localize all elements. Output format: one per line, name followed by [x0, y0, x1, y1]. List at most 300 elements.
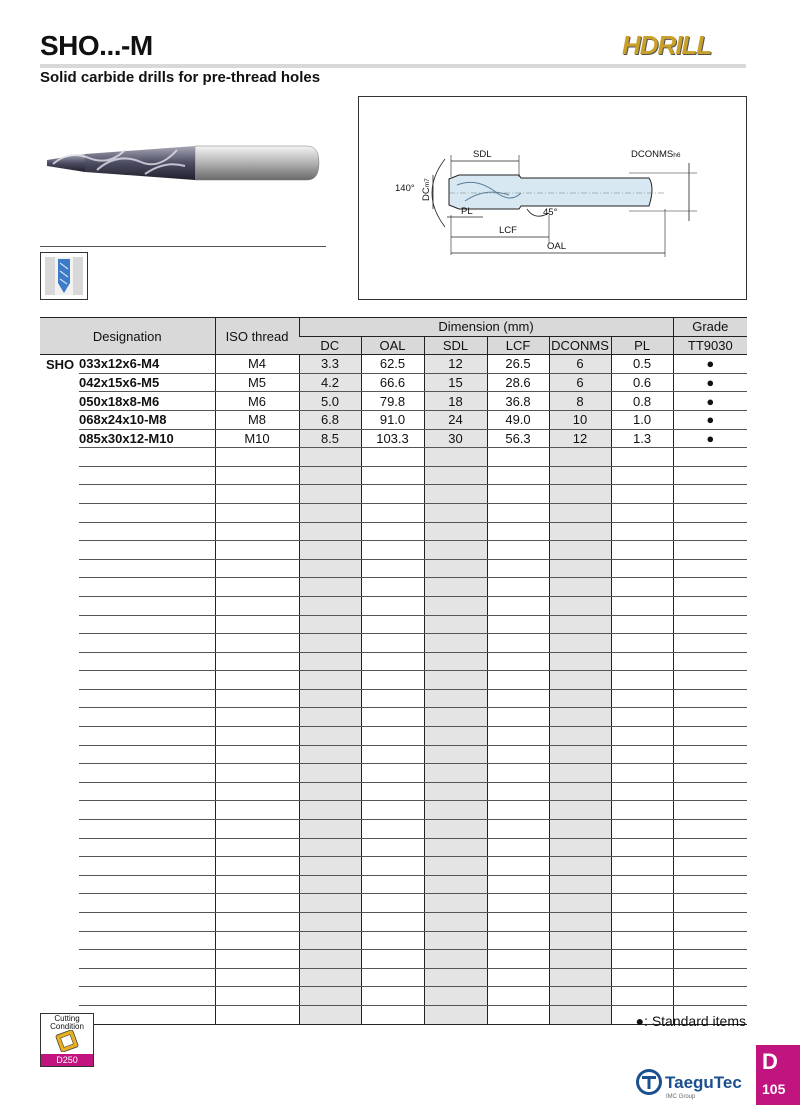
lcf-cell: [487, 820, 549, 839]
dc-cell: [299, 596, 361, 615]
oal-cell: [361, 708, 424, 727]
designation-cell: [79, 689, 215, 708]
sdl-cell: [424, 838, 487, 857]
dconms-cell: [549, 931, 611, 950]
lcf-cell: 28.6: [487, 373, 549, 392]
pl-cell: [611, 764, 673, 783]
cutting-book-icon: [52, 1030, 82, 1052]
grade-cell: [673, 894, 747, 913]
designation-cell: [79, 764, 215, 783]
lcf-cell: [487, 913, 549, 932]
sdl-cell: [424, 708, 487, 727]
designation-cell: 033x12x6-M4: [79, 355, 215, 374]
oal-cell: 79.8: [361, 392, 424, 411]
pl-cell: [611, 875, 673, 894]
thread-cell: M10: [215, 429, 299, 448]
designation-cell: [79, 894, 215, 913]
empty-table-row: [40, 857, 747, 876]
designation-cell: 050x18x8-M6: [79, 392, 215, 411]
designation-prefix: [40, 522, 79, 541]
title-divider: [40, 64, 746, 68]
svg-text:DCm7: DCm7: [421, 178, 432, 201]
dconms-cell: [549, 894, 611, 913]
grade-cell: [673, 782, 747, 801]
dconms-cell: [549, 764, 611, 783]
pl-label: PL: [461, 206, 473, 217]
dconms-cell: [549, 987, 611, 1006]
chamfer-angle-label: 45°: [543, 207, 558, 218]
pl-cell: [611, 857, 673, 876]
designation-prefix: [40, 987, 79, 1006]
pl-cell: 1.0: [611, 410, 673, 429]
page-title: SHO...-M: [40, 30, 153, 61]
dc-column-header: DC: [299, 336, 361, 355]
designation-prefix: [40, 764, 79, 783]
empty-table-row: [40, 745, 747, 764]
section-divider: [40, 246, 326, 247]
pl-cell: [611, 634, 673, 653]
thread-cell: [215, 782, 299, 801]
designation-cell: [79, 931, 215, 950]
empty-table-row: [40, 541, 747, 560]
thread-cell: [215, 448, 299, 467]
oal-cell: 62.5: [361, 355, 424, 374]
dconms-cell: [549, 466, 611, 485]
empty-table-row: [40, 652, 747, 671]
dconms-cell: [549, 689, 611, 708]
designation-cell: [79, 596, 215, 615]
thread-cell: M4: [215, 355, 299, 374]
oal-cell: [361, 987, 424, 1006]
taegutec-logo-icon: [635, 1068, 663, 1096]
sdl-cell: 15: [424, 373, 487, 392]
designation-prefix: [40, 485, 79, 504]
dconms-cell: [549, 615, 611, 634]
lcf-cell: [487, 857, 549, 876]
sdl-cell: [424, 857, 487, 876]
designation-cell: [79, 968, 215, 987]
dconms-cell: 8: [549, 392, 611, 411]
oal-cell: [361, 615, 424, 634]
dc-cell: [299, 838, 361, 857]
dc-cell: [299, 987, 361, 1006]
designation-prefix: [40, 913, 79, 932]
dc-cell: [299, 875, 361, 894]
pl-cell: [611, 968, 673, 987]
oal-cell: [361, 671, 424, 690]
empty-table-row: [40, 913, 747, 932]
dc-cell: [299, 689, 361, 708]
designation-cell: [79, 801, 215, 820]
designation-cell: [79, 782, 215, 801]
lcf-cell: [487, 634, 549, 653]
oal-cell: [361, 875, 424, 894]
thread-cell: [215, 522, 299, 541]
dc-cell: [299, 1005, 361, 1024]
oal-cell: [361, 503, 424, 522]
lcf-cell: [487, 1005, 549, 1024]
thread-cell: M6: [215, 392, 299, 411]
designation-cell: [79, 708, 215, 727]
grade-cell: [673, 485, 747, 504]
pl-cell: [611, 708, 673, 727]
empty-table-row: [40, 764, 747, 783]
cutting-condition-button[interactable]: [40, 1013, 94, 1067]
designation-cell: [79, 838, 215, 857]
dc-cell: [299, 708, 361, 727]
dconms-cell: [549, 968, 611, 987]
dconms-cell: [549, 950, 611, 969]
iso-thread-header: ISO thread: [215, 318, 299, 355]
sdl-cell: [424, 820, 487, 839]
sdl-cell: [424, 931, 487, 950]
pl-cell: [611, 503, 673, 522]
pl-cell: [611, 671, 673, 690]
lcf-cell: 56.3: [487, 429, 549, 448]
thread-cell: [215, 838, 299, 857]
dc-cell: [299, 801, 361, 820]
thread-cell: [215, 634, 299, 653]
designation-prefix: [40, 578, 79, 597]
dc-cell: [299, 950, 361, 969]
empty-table-row: [40, 894, 747, 913]
designation-header: Designation: [40, 318, 215, 355]
sdl-cell: [424, 578, 487, 597]
sdl-cell: [424, 1005, 487, 1024]
grade-cell: [673, 466, 747, 485]
designation-prefix: [40, 466, 79, 485]
designation-prefix: [40, 745, 79, 764]
lcf-cell: [487, 708, 549, 727]
cutting-condition-page-ref: D250: [41, 1054, 93, 1066]
dconms-cell: [549, 522, 611, 541]
sdl-cell: [424, 466, 487, 485]
thread-cell: [215, 764, 299, 783]
dc-cell: [299, 503, 361, 522]
pl-cell: [611, 894, 673, 913]
brand-name: TaeguTec: [665, 1073, 742, 1092]
dc-cell: 3.3: [299, 355, 361, 374]
grade-cell: [673, 913, 747, 932]
sdl-cell: 12: [424, 355, 487, 374]
dconms-cell: [549, 541, 611, 560]
pl-cell: [611, 689, 673, 708]
designation-prefix: [40, 689, 79, 708]
sdl-cell: [424, 448, 487, 467]
thread-cell: [215, 931, 299, 950]
designation-prefix: [40, 931, 79, 950]
dconms-column-header: DCONMS: [549, 336, 611, 355]
designation-cell: [79, 541, 215, 560]
dconms-cell: [549, 652, 611, 671]
designation-prefix: [40, 968, 79, 987]
thread-cell: [215, 578, 299, 597]
lcf-cell: [487, 485, 549, 504]
grade-cell: [673, 559, 747, 578]
oal-cell: [361, 820, 424, 839]
oal-label: OAL: [547, 241, 567, 252]
designation-cell: [79, 950, 215, 969]
brand-subline: IMC Group: [666, 1094, 696, 1100]
sdl-cell: [424, 745, 487, 764]
dconms-cell: [549, 503, 611, 522]
empty-table-row: [40, 801, 747, 820]
grade-cell: [673, 764, 747, 783]
designation-cell: [79, 485, 215, 504]
oal-cell: 91.0: [361, 410, 424, 429]
thread-cell: [215, 857, 299, 876]
table-row: [40, 410, 747, 429]
grade-cell: [673, 987, 747, 1006]
oal-cell: [361, 522, 424, 541]
dc-cell: [299, 578, 361, 597]
pl-cell: [611, 615, 673, 634]
designation-prefix: [40, 503, 79, 522]
lcf-cell: [487, 448, 549, 467]
dc-cell: [299, 634, 361, 653]
grade-cell: [673, 503, 747, 522]
sdl-cell: [424, 615, 487, 634]
designation-prefix: [40, 838, 79, 857]
empty-table-row: [40, 671, 747, 690]
dconms-cell: [549, 745, 611, 764]
dconms-cell: [549, 875, 611, 894]
empty-table-row: [40, 782, 747, 801]
lcf-cell: [487, 541, 549, 560]
designation-prefix: [40, 373, 79, 392]
thread-cell: [215, 875, 299, 894]
sdl-cell: [424, 596, 487, 615]
designation-cell: [79, 503, 215, 522]
dconms-cell: [549, 596, 611, 615]
grade-cell: [673, 745, 747, 764]
oal-cell: [361, 448, 424, 467]
designation-prefix: SHO: [46, 356, 75, 372]
designation-prefix: [40, 801, 79, 820]
thread-cell: [215, 987, 299, 1006]
dconms-cell: [549, 820, 611, 839]
page-subtitle: Solid carbide drills for pre-thread holes: [40, 69, 321, 86]
thread-cell: [215, 894, 299, 913]
dc-cell: [299, 448, 361, 467]
designation-cell: 085x30x12-M10: [79, 429, 215, 448]
dconms-cell: [549, 559, 611, 578]
grade-cell: ●: [673, 410, 747, 429]
pl-cell: [611, 596, 673, 615]
lcf-cell: [487, 671, 549, 690]
thread-cell: [215, 671, 299, 690]
dconms-cell: [549, 485, 611, 504]
empty-table-row: [40, 448, 747, 467]
pl-cell: [611, 559, 673, 578]
pl-cell: [611, 522, 673, 541]
sdl-cell: 30: [424, 429, 487, 448]
section-letter: D: [762, 1049, 778, 1074]
sdl-cell: [424, 987, 487, 1006]
dc-cell: 8.5: [299, 429, 361, 448]
sdl-cell: 18: [424, 392, 487, 411]
pl-cell: [611, 931, 673, 950]
pl-cell: 0.5: [611, 355, 673, 374]
oal-cell: [361, 801, 424, 820]
pl-cell: [611, 987, 673, 1006]
grade-cell: [673, 652, 747, 671]
designation-prefix: [40, 392, 79, 411]
grade-cell: [673, 950, 747, 969]
sdl-cell: [424, 652, 487, 671]
oal-cell: [361, 541, 424, 560]
specification-table: [40, 317, 747, 1025]
sdl-cell: [424, 913, 487, 932]
thread-cell: M5: [215, 373, 299, 392]
designation-prefix: [40, 782, 79, 801]
pl-cell: [611, 485, 673, 504]
pl-cell: [611, 950, 673, 969]
thread-cell: [215, 689, 299, 708]
empty-table-row: [40, 708, 747, 727]
cutting-condition-label: Cutting Condition: [50, 1014, 84, 1031]
grade-cell: [673, 671, 747, 690]
pl-cell: 1.3: [611, 429, 673, 448]
dconms-cell: [549, 857, 611, 876]
oal-cell: [361, 782, 424, 801]
dc-cell: [299, 782, 361, 801]
oal-cell: [361, 968, 424, 987]
grade-cell: [673, 727, 747, 746]
designation-cell: [79, 857, 215, 876]
pl-cell: [611, 578, 673, 597]
oal-cell: [361, 745, 424, 764]
empty-table-row: [40, 466, 747, 485]
pl-cell: [611, 801, 673, 820]
lcf-cell: [487, 745, 549, 764]
sdl-cell: [424, 634, 487, 653]
sdl-cell: [424, 782, 487, 801]
oal-cell: [361, 559, 424, 578]
lcf-cell: [487, 875, 549, 894]
lcf-cell: [487, 689, 549, 708]
tt9030-column-header: TT9030: [673, 336, 747, 355]
lcf-cell: [487, 764, 549, 783]
pl-cell: 0.8: [611, 392, 673, 411]
empty-table-row: [40, 578, 747, 597]
dconms-cell: [549, 838, 611, 857]
lcf-column-header: LCF: [487, 336, 549, 355]
designation-prefix: [40, 875, 79, 894]
grade-cell: [673, 448, 747, 467]
oal-cell: [361, 764, 424, 783]
dc-cell: [299, 968, 361, 987]
section-tab: [756, 1045, 800, 1105]
dconms-cell: [549, 1005, 611, 1024]
drill-dimension-diagram: [358, 96, 747, 300]
designation-prefix: [40, 559, 79, 578]
thread-cell: [215, 652, 299, 671]
thread-cell: M8: [215, 410, 299, 429]
designation-cell: [79, 448, 215, 467]
dc-cell: [299, 652, 361, 671]
thread-cell: [215, 820, 299, 839]
designation-prefix: [40, 596, 79, 615]
pl-cell: 0.6: [611, 373, 673, 392]
designation-prefix: [40, 429, 79, 448]
empty-table-row: [40, 820, 747, 839]
lcf-cell: [487, 782, 549, 801]
grade-cell: [673, 820, 747, 839]
dconms-cell: [549, 634, 611, 653]
sdl-cell: [424, 764, 487, 783]
dc-cell: [299, 671, 361, 690]
designation-cell: 042x15x6-M5: [79, 373, 215, 392]
lcf-cell: [487, 522, 549, 541]
pl-cell: [611, 541, 673, 560]
thread-cell: [215, 801, 299, 820]
dc-dimension-label: [421, 178, 432, 201]
designation-prefix: [40, 541, 79, 560]
thread-cell: [215, 708, 299, 727]
designation-cell: [79, 727, 215, 746]
sdl-column-header: SDL: [424, 336, 487, 355]
dc-cell: [299, 485, 361, 504]
designation-cell: [79, 466, 215, 485]
lcf-cell: [487, 931, 549, 950]
dc-cell: 5.0: [299, 392, 361, 411]
grade-cell: [673, 522, 747, 541]
dc-cell: [299, 764, 361, 783]
sdl-cell: [424, 522, 487, 541]
grade-cell: [673, 578, 747, 597]
designation-cell: [79, 745, 215, 764]
pl-cell: [611, 466, 673, 485]
point-angle-label: 140°: [395, 183, 415, 194]
oal-cell: [361, 727, 424, 746]
designation-cell: [79, 913, 215, 932]
dc-cell: [299, 857, 361, 876]
lcf-cell: [487, 727, 549, 746]
oal-cell: [361, 634, 424, 653]
sdl-cell: [424, 801, 487, 820]
table-row: [40, 392, 747, 411]
sdl-cell: [424, 671, 487, 690]
dc-cell: [299, 745, 361, 764]
drill-photo: [45, 140, 325, 200]
grade-cell: [673, 596, 747, 615]
designation-cell: [79, 987, 215, 1006]
designation-cell: 068x24x10-M8: [79, 410, 215, 429]
oal-cell: [361, 1005, 424, 1024]
thread-cell: [215, 745, 299, 764]
dconms-cell: [549, 671, 611, 690]
pl-cell: [611, 838, 673, 857]
dconms-cell: 6: [549, 373, 611, 392]
dconms-cell: [549, 913, 611, 932]
designation-prefix: [40, 950, 79, 969]
oal-cell: 103.3: [361, 429, 424, 448]
lcf-cell: [487, 838, 549, 857]
grade-cell: ●: [673, 392, 747, 411]
table-row: [40, 355, 747, 374]
dimension-group-header: Dimension (mm): [299, 318, 673, 337]
thread-cell: [215, 615, 299, 634]
dc-cell: [299, 727, 361, 746]
designation-cell: [79, 615, 215, 634]
pl-cell: [611, 745, 673, 764]
sdl-cell: [424, 541, 487, 560]
dc-cell: [299, 541, 361, 560]
empty-table-row: [40, 689, 747, 708]
dc-cell: [299, 466, 361, 485]
thread-cell: [215, 950, 299, 969]
